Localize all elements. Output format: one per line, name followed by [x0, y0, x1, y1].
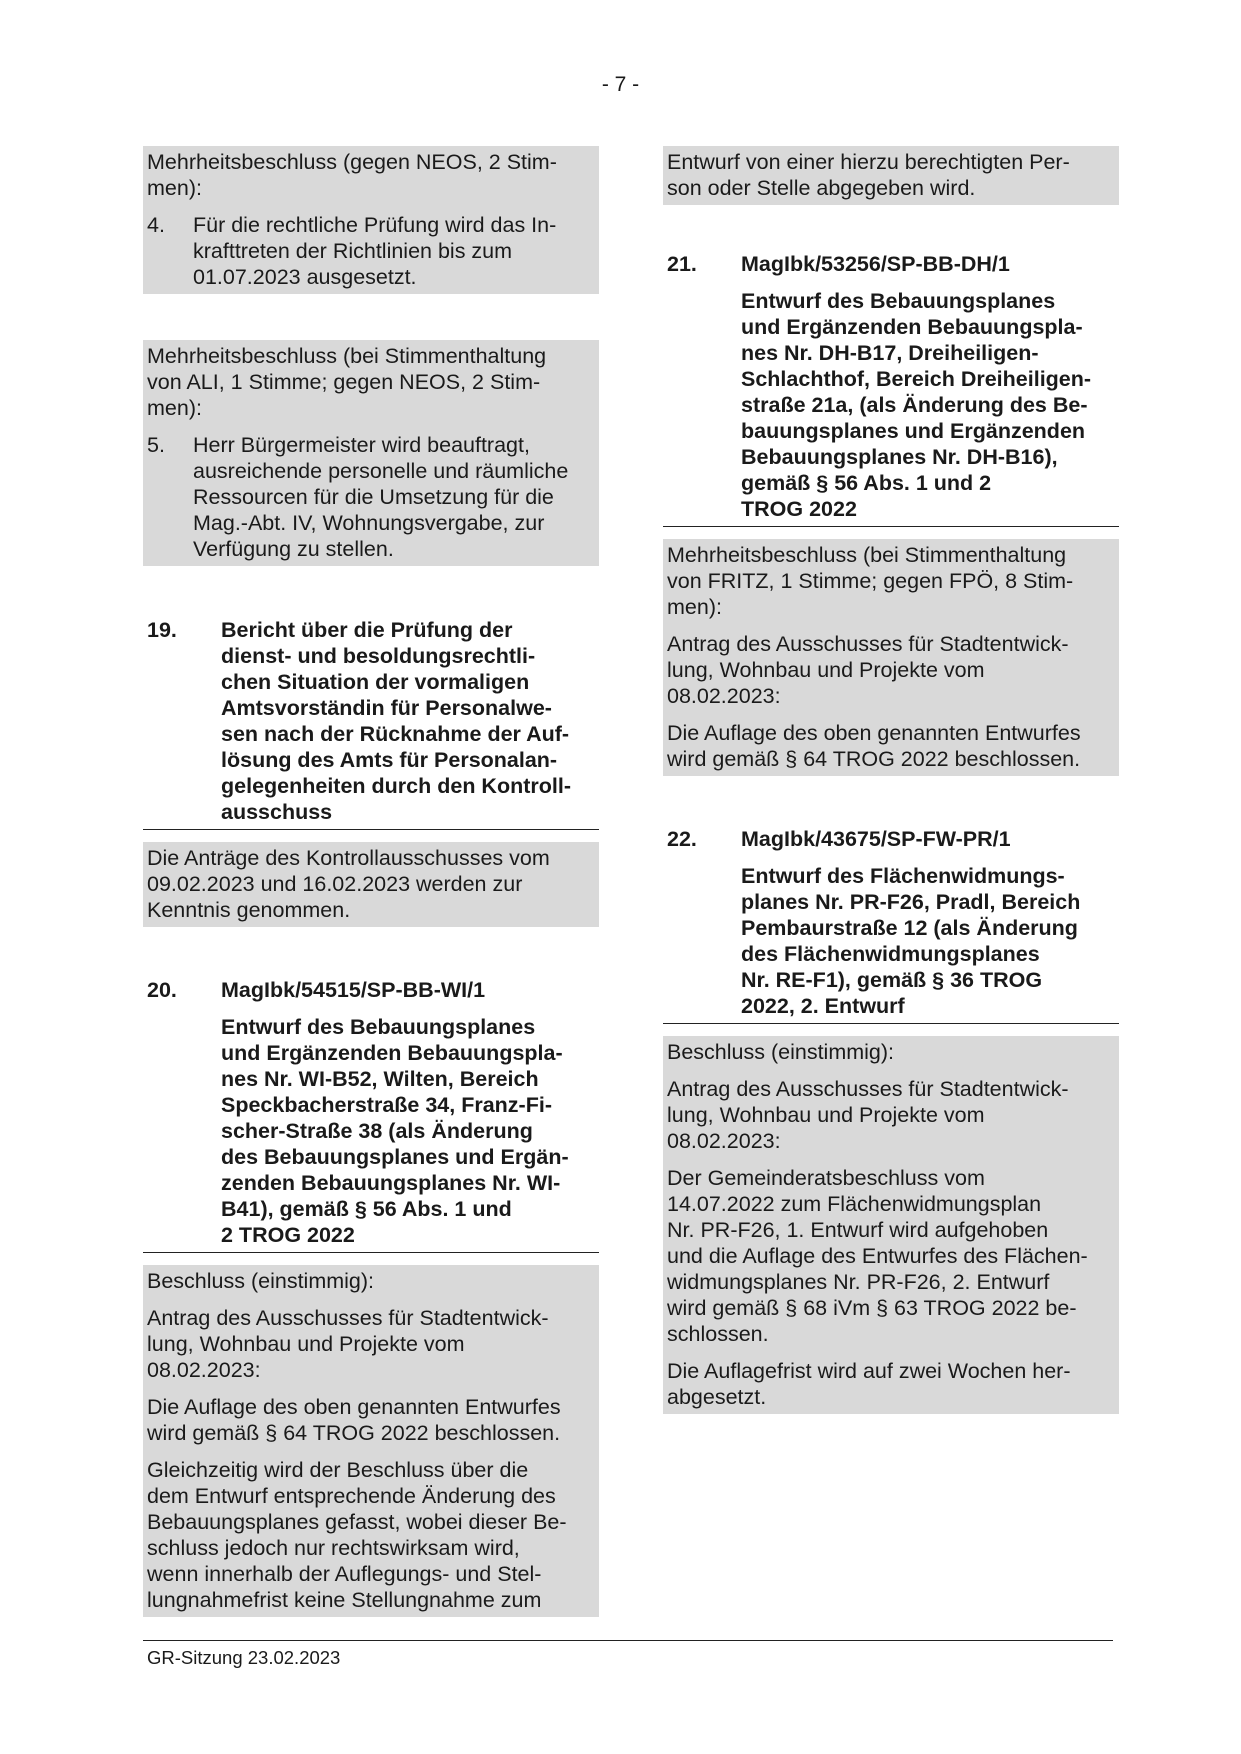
decision-paragraph: Die Auflage des oben genannten Entwurfes wird gemäß § 64 TROG 2022 beschlossen. — [147, 1395, 561, 1445]
agenda-reference: MagIbk/54515/SP-BB-WI/1 — [221, 978, 486, 1002]
resolution-text: Mehrheitsbeschluss (bei Stimmenthaltung von FRITZ, 1 Stimme; gegen FPÖ, 8 Stim- men): — [667, 543, 1074, 619]
decision-paragraph: Antrag des Ausschusses für Stadtentwick- lung, Wohnbau und Projekte vom 08.02.2023: — [667, 1077, 1069, 1153]
agenda-title: Entwurf des Bebauungsplanes und Ergänzenden Bebauungspla- nes Nr. WI-B52, Wilten, Bereich Speckbacherstraße 34, Franz-Fi- scher-Straße 38 (als Änderung des Bebauungsplanes und Ergän- zenden Bebauungsplanes Nr. WI- B41), gemäß § 56 Abs. 1 und 2 TROG 2022 — [221, 1015, 569, 1247]
numbered-item — [147, 432, 595, 562]
agenda-reference: MagIbk/53256/SP-BB-DH/1 — [741, 252, 1010, 276]
agenda-number: 19. — [147, 618, 177, 642]
numbered-item — [147, 212, 595, 290]
continuation-text: Entwurf von einer hierzu berechtigten Per- son oder Stelle abgegeben wird. — [667, 150, 1070, 200]
page-number: - 7 - — [601, 73, 640, 96]
agenda-heading-20 — [143, 977, 599, 1253]
agenda-title: Entwurf des Bebauungsplanes und Ergänzenden Bebauungspla- nes Nr. DH-B17, Dreiheiligen- Schlachthof, Bereich Dreiheiligen- straße 21a, (als Änderung des Be- bauungsplanes und Ergänzenden Bebauungsplanes Nr. DH-B16), gemäß § 56 Abs. 1 und 2 TROG 2022 — [741, 289, 1092, 521]
item-number: 5. — [147, 433, 165, 457]
decision-box-19 — [143, 842, 599, 927]
decision-paragraph: Antrag des Ausschusses für Stadtentwick- lung, Wohnbau und Projekte vom 08.02.2023: — [667, 632, 1069, 708]
footer-divider — [143, 1640, 1113, 1641]
footer-session-date: GR-Sitzung 23.02.2023 — [147, 1647, 341, 1668]
item-text: Herr Bürgermeister wird beauftragt, ausreichende personelle und räumliche Ressourcen für die Umsetzung für die Mag.-Abt. IV, Wohnungsvergabe, zur Verfügung zu stellen. — [193, 433, 569, 561]
resolution-text: Beschluss (einstimmig): — [667, 1040, 894, 1064]
item-text: Für die rechtliche Prüfung wird das In- krafttreten der Richtlinien bis zum 01.07.2023 ausgesetzt. — [193, 213, 557, 289]
agenda-reference: MagIbk/43675/SP-FW-PR/1 — [741, 827, 1011, 851]
resolution-box-item4 — [143, 146, 599, 294]
decision-box-22 — [663, 1036, 1119, 1414]
right-column — [663, 146, 1119, 1414]
decision-paragraph: Der Gemeinderatsbeschluss vom 14.07.2022 zum Flächenwidmungsplan Nr. PR-F26, 1. Entwurf wird aufgehoben und die Auflage des Entwurfes des Flächen- widmungsplanes Nr. PR-F26, 2. Entwurf wird gemäß § 68 iVm § 63 TROG 2022 be- schlossen. — [667, 1166, 1088, 1346]
decision-paragraph: Antrag des Ausschusses für Stadtentwick- lung, Wohnbau und Projekte vom 08.02.2023: — [147, 1306, 549, 1382]
agenda-number: 21. — [667, 252, 697, 276]
agenda-title: Bericht über die Prüfung der dienst- und besoldungsrechtli- chen Situation der vormaligen Amtsvorständin für Personalwe- sen nach der Rücknahme der Auf- lösung des Amts für Personalan- gelegenheiten durch den Kontroll- ausschuss — [221, 618, 571, 824]
item-number: 4. — [147, 213, 165, 237]
resolution-text: Mehrheitsbeschluss (gegen NEOS, 2 Stim- men): — [147, 150, 557, 200]
agenda-heading-21 — [663, 251, 1119, 527]
resolution-text: Beschluss (einstimmig): — [147, 1269, 374, 1293]
agenda-heading-22 — [663, 826, 1119, 1024]
decision-text: Die Anträge des Kontrollausschusses vom 09.02.2023 und 16.02.2023 werden zur Kenntnis genommen. — [147, 846, 550, 922]
continuation-box — [663, 146, 1119, 205]
resolution-box-item5 — [143, 340, 599, 566]
agenda-number: 22. — [667, 827, 697, 851]
decision-paragraph: Gleichzeitig wird der Beschluss über die dem Entwurf entsprechende Änderung des Bebauungsplanes gefasst, wobei dieser Be- schluss jedoch nur rechtswirksam wird, wenn innerhalb der Auflegungs- und Stel- lungnahmefrist keine Stellungnahme zum — [147, 1458, 567, 1612]
decision-box-20 — [143, 1265, 599, 1617]
agenda-number: 20. — [147, 978, 177, 1002]
agenda-title: Entwurf des Flächenwidmungs- planes Nr. PR-F26, Pradl, Bereich Pembaurstraße 12 (als Änderung des Flächenwidmungsplanes Nr. RE-F1), gemäß § 36 TROG 2022, 2. Entwurf — [741, 864, 1081, 1018]
agenda-heading-19 — [143, 617, 599, 830]
resolution-text: Mehrheitsbeschluss (bei Stimmenthaltung von ALI, 1 Stimme; gegen NEOS, 2 Stim- men): — [147, 344, 547, 420]
left-column — [143, 146, 599, 1617]
decision-paragraph: Die Auflage des oben genannten Entwurfes wird gemäß § 64 TROG 2022 beschlossen. — [667, 721, 1081, 771]
decision-paragraph: Die Auflagefrist wird auf zwei Wochen her- abgesetzt. — [667, 1359, 1071, 1409]
decision-box-21 — [663, 539, 1119, 776]
